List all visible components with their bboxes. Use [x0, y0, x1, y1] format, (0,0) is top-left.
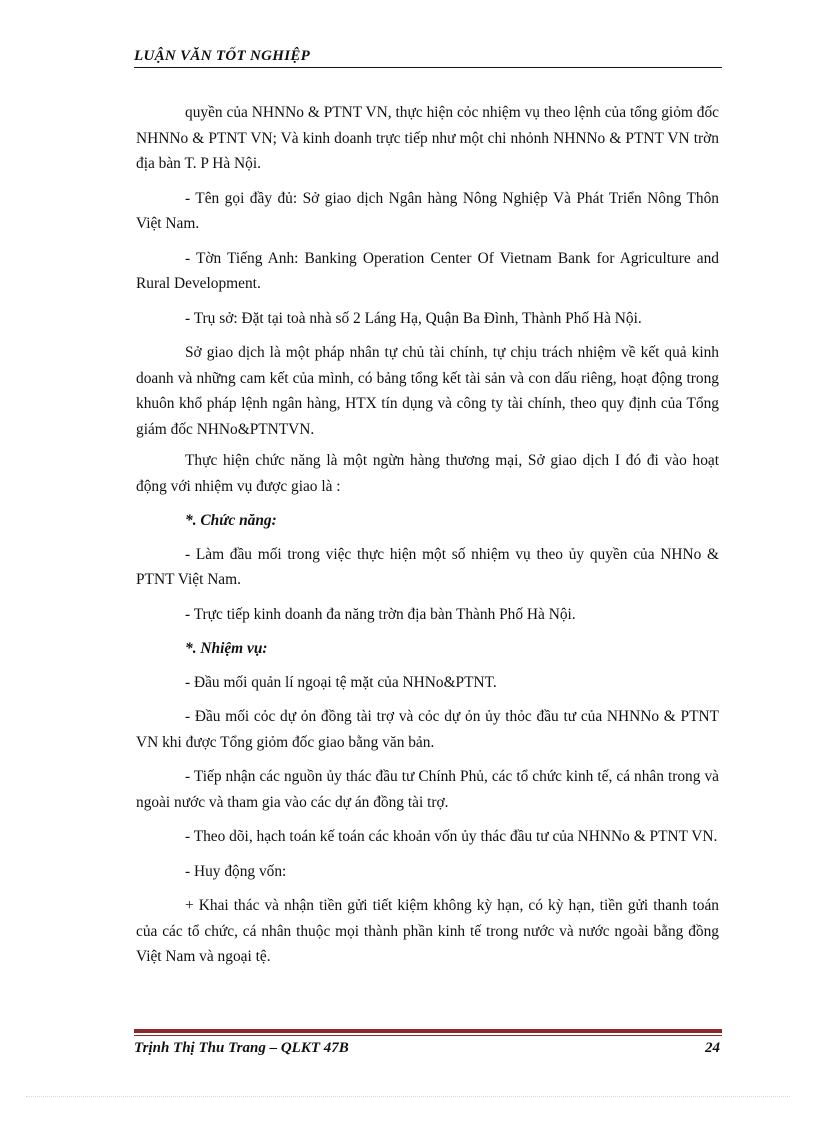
page-bottom-border	[26, 1096, 790, 1097]
page-number: 24	[705, 1040, 720, 1056]
footer-author: Trịnh Thị Thu Trang – QLKT 47B	[134, 1040, 349, 1056]
paragraph-full-name: - Tên gọi đầy đủ: Sở giao dịch Ngân hàng Nông Nghiệp Và Phát Triển Nông Thôn Việt Nam.	[136, 189, 719, 232]
paragraph-duty-1: - Đầu mối quản lí ngoại tệ mặt của NHNo&PTNT.	[185, 673, 497, 691]
section-heading-duties: *. Nhiệm vụ:	[185, 640, 268, 657]
footer-divider-thick	[134, 1029, 722, 1033]
paragraph-duty-5: - Huy động vốn:	[185, 862, 287, 880]
paragraph-english-name: - Tờn Tiếng Anh: Banking Operation Center Of Vietnam Bank for Agriculture and Rural Development.	[136, 249, 719, 292]
paragraph-legal-entity: Sở giao dịch là một pháp nhân tự chủ tài chính, tự chịu trách nhiệm về kết quả kinh doanh và những cam kết của mình, có bảng tổng kết tài sản và con dấu riêng, hoạt động trong khuôn khổ pháp lệnh ngân hàng, HTX tín dụng và công ty tài chính, theo quy định của Tổng giám đốc NHNo&PTNTVN.	[136, 344, 719, 438]
header-divider	[134, 67, 722, 68]
paragraph-function-2: - Trực tiếp kinh doanh đa năng trờn địa bàn Thành Phố Hà Nội.	[185, 605, 576, 623]
paragraph-function-intro: Thực hiện chức năng là một ngừn hàng thương mại, Sở giao dịch I đó đi vào hoạt động với nhiệm vụ được giao là :	[136, 452, 719, 495]
paragraph-duty-3: - Tiếp nhận các nguồn ủy thác đầu tư Chính Phủ, các tổ chức kinh tế, cá nhân trong và ngoài nước và tham gia vào các dự án đồng tài trợ.	[136, 768, 719, 811]
paragraph-duty-5-detail: + Khai thác và nhận tiền gửi tiết kiệm không kỳ hạn, có kỳ hạn, tiền gửi thanh toán của các tổ chức, cá nhân thuộc mọi thành phần kinh tế trong nước và nước ngoài bằng đồng Việt Nam và ngoại tệ.	[136, 897, 719, 965]
paragraph-headquarters: - Trụ sở: Đặt tại toà nhà số 2 Láng Hạ, Quận Ba Đình, Thành Phố Hà Nội.	[185, 309, 642, 327]
running-header-title: LUẬN VĂN TỐT NGHIỆP	[134, 48, 311, 64]
section-heading-functions: *. Chức năng:	[185, 512, 277, 529]
paragraph-intro-continued: quyền của NHNNo & PTNT VN, thực hiện cỏc nhiệm vụ theo lệnh của tổng giỏm đốc NHNNo & PTNT VN; Và kinh doanh trực tiếp như một chi nhỏnh NHNNo & PTNT VN trờn địa bàn T. P Hà Nội.	[136, 104, 719, 172]
paragraph-function-1: - Làm đầu mối trong việc thực hiện một số nhiệm vụ theo ủy quyền của NHNo & PTNT Việt Nam.	[136, 545, 719, 588]
paragraph-duty-4: - Theo dõi, hạch toán kế toán các khoản vốn ủy thác đầu tư của NHNNo & PTNT VN.	[185, 828, 718, 845]
document-body	[136, 100, 719, 979]
footer-divider-thin	[134, 1035, 722, 1036]
paragraph-duty-2: - Đầu mối cỏc dự ỏn đồng tài trợ và cỏc dự ỏn ủy thỏc đầu tư của NHNNo & PTNT VN khi được Tổng giỏm đốc giao bằng văn bản.	[136, 708, 719, 751]
